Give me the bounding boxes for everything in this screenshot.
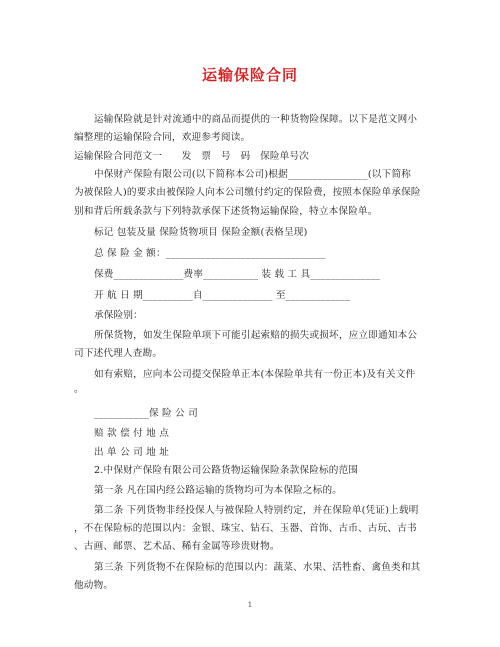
article-3-line-1: 第三条 下列货物不在保险标的范围以内：蔬菜、水果、活牲畜、禽鱼类和其 xyxy=(94,562,421,573)
claim-documents-line-1: 如有索赔，应向本公司提交保险单正本(本保险单共有一份正本)及有关文件 xyxy=(94,369,416,380)
document-title: 运输保险合同 xyxy=(201,66,298,84)
issuing-company-address-field: 出 单 公 司 地 址 xyxy=(94,447,170,458)
body-line-2: 为被保险人)的要求由被保险人向本公司缴付约定的保险费，按照本保险单承保险 xyxy=(74,187,421,198)
premium-rate-conveyance-field: 保费______________费率___________ 装 载 工 具______________ xyxy=(94,269,381,280)
article-2-line-2: ，不在保险标的范围以内：金银、珠宝、钻石、玉器、首饰、古币、古玩、古书 xyxy=(74,523,417,534)
claim-notice-line-1: 所保货物，如发生保险单项下可能引起索赔的损失或损坏，应立即通知本公 xyxy=(94,330,418,341)
intro-line-1: 运输保险就是针对流通中的商品而提供的一种货物险保障。以下是范文网小 xyxy=(94,114,418,125)
page-number: 1 xyxy=(247,601,253,609)
article-1: 第一条 凡在国内经公路运输的货物均可为本保险之标的。 xyxy=(94,485,343,496)
article-2-line-3: 、古画、邮票、艺术品、稀有金属等珍贵财物。 xyxy=(74,541,280,552)
insurance-company-field: ___________保 险 公 司 xyxy=(94,408,198,419)
article-2-line-1: 第二条 下列货物非经投保人与被保险人特别约定，并在保险单(凭证)上载明 xyxy=(94,505,419,516)
section-2-heading: 2.中保财产保险有限公司公路货物运输保险条款保险标的范围 xyxy=(94,465,359,476)
body-line-1: 中保财产保险有限公司(以下简称本公司)根据________________(以下简称 xyxy=(94,169,412,180)
sailing-date-route-field: 开 航 日 期__________自______________ 至_____________ xyxy=(94,290,351,301)
intro-line-2: 编整理的运输保险合同，欢迎参考阅读。 xyxy=(74,132,251,143)
claim-notice-line-2: 司下述代理人查勘。 xyxy=(74,348,163,359)
goods-table-header: 标记 包装及量 保险货物项目 保险金额(表格呈现) xyxy=(94,227,308,238)
body-line-3: 别和背后所载条款与下列特款承保下述货物运输保险，特立本保险单。 xyxy=(74,206,378,217)
claim-payment-place-field: 赔 款 偿 付 地 点 xyxy=(94,428,170,439)
claim-documents-line-2: 。 xyxy=(74,384,84,395)
article-3-line-2: 他动物。 xyxy=(74,580,114,591)
total-amount-field: 总 保 险 金 额：________________________________ xyxy=(94,248,326,259)
coverage-label: 承保险别： xyxy=(94,310,143,321)
contract-sample-heading: 运输保险合同范文一 发 票 号 码 保险单号次 xyxy=(74,151,310,162)
